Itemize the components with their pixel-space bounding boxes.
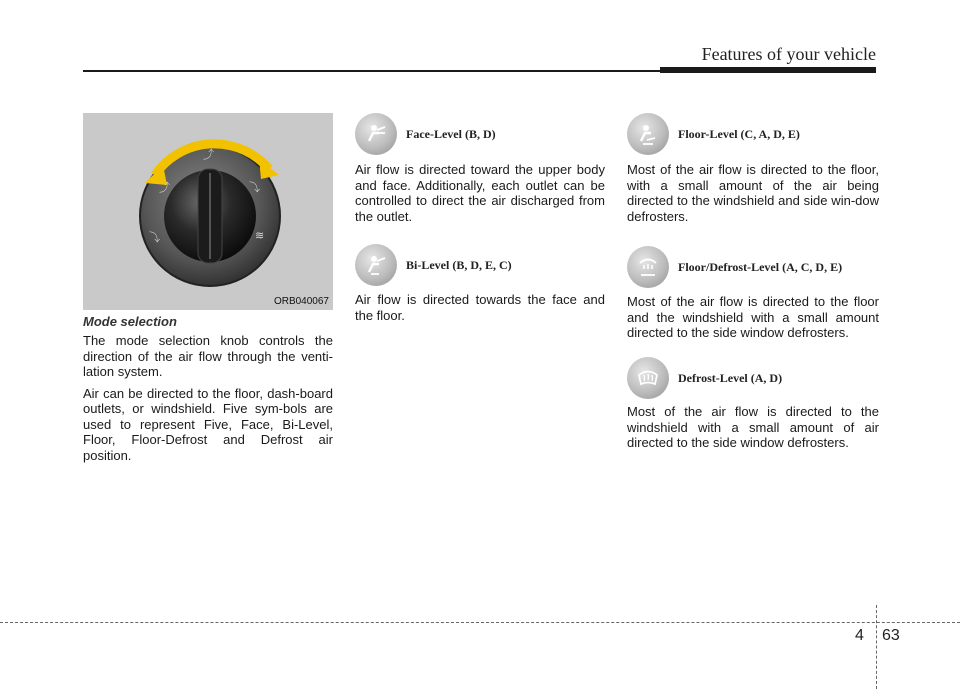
floor-defrost-level-label: Floor/Defrost-Level (A, C, D, E) xyxy=(678,259,843,274)
chapter-number: 4 xyxy=(855,627,864,644)
svg-text:⤴: ⤴ xyxy=(159,181,170,194)
page-number: 63 xyxy=(882,627,900,644)
footer-divider xyxy=(876,605,877,689)
bi-level-text: Air flow is directed towards the face and the floor. xyxy=(355,292,605,323)
figure-id: ORB040067 xyxy=(273,296,329,307)
face-level-icon xyxy=(355,113,397,155)
mode-knob-figure xyxy=(83,113,333,310)
intro-paragraph-1: The mode selection knob controls the direction of the air flow through the venti-lation system. xyxy=(83,333,333,379)
floor-level-label: Floor-Level (C, A, D, E) xyxy=(678,126,800,141)
bi-level-label: Bi-Level (B, D, E, C) xyxy=(406,257,512,272)
bi-level-heading xyxy=(355,243,512,287)
svg-text:⤴: ⤴ xyxy=(203,148,214,161)
defrost-level-label: Defrost-Level (A, D) xyxy=(678,370,783,385)
defrost-level-text: Most of the air flow is directed to the windshield with a small amount of air directed to the side window defrosters. xyxy=(627,404,879,450)
header-rule-accent xyxy=(660,67,876,73)
floor-level-heading xyxy=(627,112,800,156)
face-level-heading xyxy=(355,112,496,156)
footer-rule xyxy=(0,622,960,623)
floor-level-icon xyxy=(627,113,669,155)
intro-paragraph-2: Air can be directed to the floor, dash-board outlets, or windshield. Five sym-bols are used to represent Five, Face, Bi-Level, Floor, Floor-Defrost and Defrost air position. xyxy=(83,385,333,463)
page-header-title: Features of your vehicle xyxy=(701,44,876,64)
svg-text:⤵: ⤵ xyxy=(149,231,160,244)
defrost-level-heading xyxy=(627,356,782,400)
floor-level-text: Most of the air flow is directed to the floor, with a small amount of the air being directed to the windshield and side win-dow defrosters. xyxy=(627,162,879,224)
section-title: Mode selection xyxy=(83,314,177,329)
face-level-label: Face-Level (B, D) xyxy=(406,126,496,141)
floor-defrost-level-icon xyxy=(627,246,669,288)
bi-level-icon xyxy=(355,244,397,286)
floor-defrost-level-heading xyxy=(627,245,842,289)
defrost-level-icon xyxy=(627,357,669,399)
svg-text:≋: ≋ xyxy=(255,229,265,242)
mode-knob-illustration xyxy=(83,113,333,310)
floor-defrost-level-text: Most of the air flow is directed to the floor and the windshield with a small amount directed to the side window defrosters. xyxy=(627,294,879,340)
face-level-text: Air flow is directed toward the upper body and face. Additionally, each outlet can be controlled to direct the air discharged from the outlet. xyxy=(355,162,605,224)
svg-text:⤵: ⤵ xyxy=(249,181,260,194)
